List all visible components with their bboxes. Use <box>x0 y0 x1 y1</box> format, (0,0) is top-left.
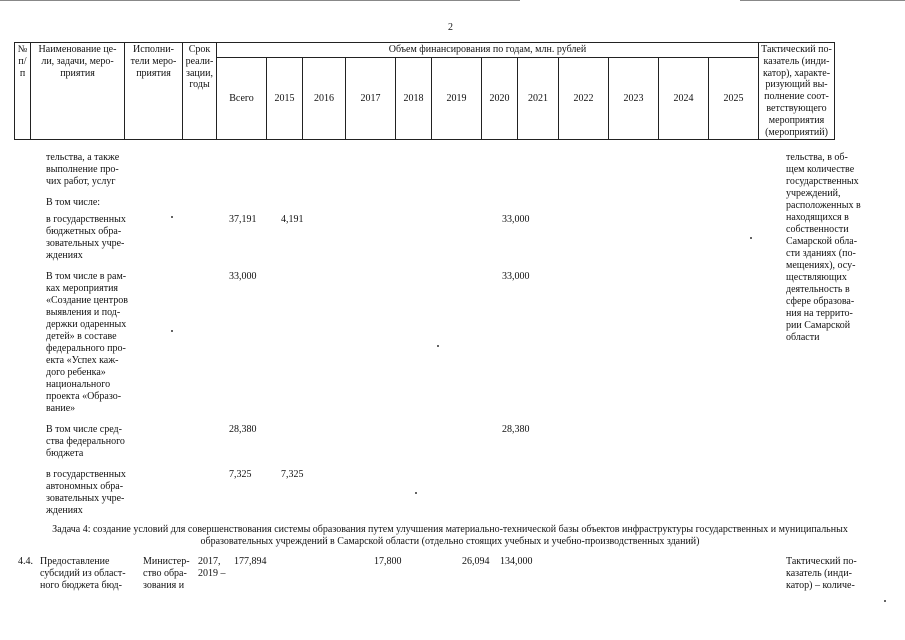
financing-table-header <box>14 42 835 140</box>
row-4-4-name: Предоставление субсидий из област-ного бюджета бюд- <box>40 556 126 591</box>
top-edge-line-left <box>0 0 520 1</box>
value-2015: 4,191 <box>281 214 304 225</box>
value-total: 33,000 <box>229 271 257 282</box>
scan-speck <box>415 492 417 494</box>
scan-speck <box>171 216 173 218</box>
row-text: в государственных автономных обра-зовательных учре-ждениях <box>46 469 126 516</box>
indicator-continuation: тельства, в об-щем количестве государственных учреждений, расположенных в находящихся в собственности Самарской обла-сти зданиях (по-мещениях), осу-ществляющих деятельность в сфере образова-ния на террито-рии Самарской области <box>786 152 861 343</box>
row-4-4-term: 2017, 2019 – <box>198 556 226 579</box>
value-2015: 7,325 <box>281 469 304 480</box>
header-financing: Объем финансирования по годам, млн. рублей <box>217 43 759 58</box>
page-number: 2 <box>448 22 453 33</box>
top-edge-line-right <box>740 0 905 1</box>
scan-speck <box>750 237 752 239</box>
header-year: 2019 <box>432 58 482 140</box>
row-text: в государственных бюджетных обра-зовательных учре-ждениях <box>46 214 126 261</box>
row-text: тельства, а также выполнение про-чих работ, услуг <box>46 152 120 187</box>
header-year: 2017 <box>346 58 396 140</box>
scan-speck <box>171 330 173 332</box>
header-total: Всего <box>217 58 267 140</box>
value-total: 28,380 <box>229 424 257 435</box>
header-num: № п/п <box>15 43 31 140</box>
header-term: Срок реали-зации, годы <box>183 43 217 140</box>
value-2020: 33,000 <box>502 271 530 282</box>
value-2020: 28,380 <box>502 424 530 435</box>
value-total: 37,191 <box>229 214 257 225</box>
row-text: В том числе сред-ства федерального бюджета <box>46 424 125 459</box>
header-indicator: Тактический по-казатель (инди-катор), характе-ризующий вы-полнение соот-ветствующего мероприятия (мероприятий) <box>759 43 835 140</box>
row-4-4-indicator: Тактический по-казатель (инди-катор) – количе- <box>786 556 857 591</box>
row-4-4-2020: 134,000 <box>500 556 533 567</box>
header-year: 2025 <box>709 58 759 140</box>
header-executors: Исполни-тели меро-приятия <box>125 43 183 140</box>
row-text: В том числе в рам-ках мероприятия «Создание центров выявления и под-держки одаренных детей» в составе федерального про-екта «Успех каж-дого ребенка» национального проекта «Образо-вание» <box>46 271 128 414</box>
row-4-4-2019: 26,094 <box>462 556 490 567</box>
scan-speck <box>884 600 886 602</box>
header-year: 2020 <box>482 58 518 140</box>
value-2020: 33,000 <box>502 214 530 225</box>
task-4-heading: Задача 4: создание условий для совершенствования системы образования путем улучшения материально-технической базы объектов инфраструктуры государственных и муниципальных образовательных учреждений в Самарской области (отдельно стоящих учебных и учебно-производственных зданий) <box>52 524 848 547</box>
scan-speck <box>437 345 439 347</box>
header-year: 2023 <box>609 58 659 140</box>
header-year: 2018 <box>396 58 432 140</box>
header-name: Наименование це-ли, задачи, меро-приятия <box>31 43 125 140</box>
row-4-4-executor: Министер-ство обра-зования и <box>143 556 190 591</box>
row-text: В том числе: <box>46 197 101 208</box>
row-4-4-2017: 17,800 <box>374 556 402 567</box>
value-total: 7,325 <box>229 469 252 480</box>
row-4-4-total: 177,894 <box>234 556 267 567</box>
header-year: 2021 <box>518 58 559 140</box>
header-year: 2015 <box>267 58 303 140</box>
header-year: 2016 <box>303 58 346 140</box>
header-year: 2024 <box>659 58 709 140</box>
header-year: 2022 <box>559 58 609 140</box>
row-4-4-number: 4.4. <box>18 556 33 567</box>
